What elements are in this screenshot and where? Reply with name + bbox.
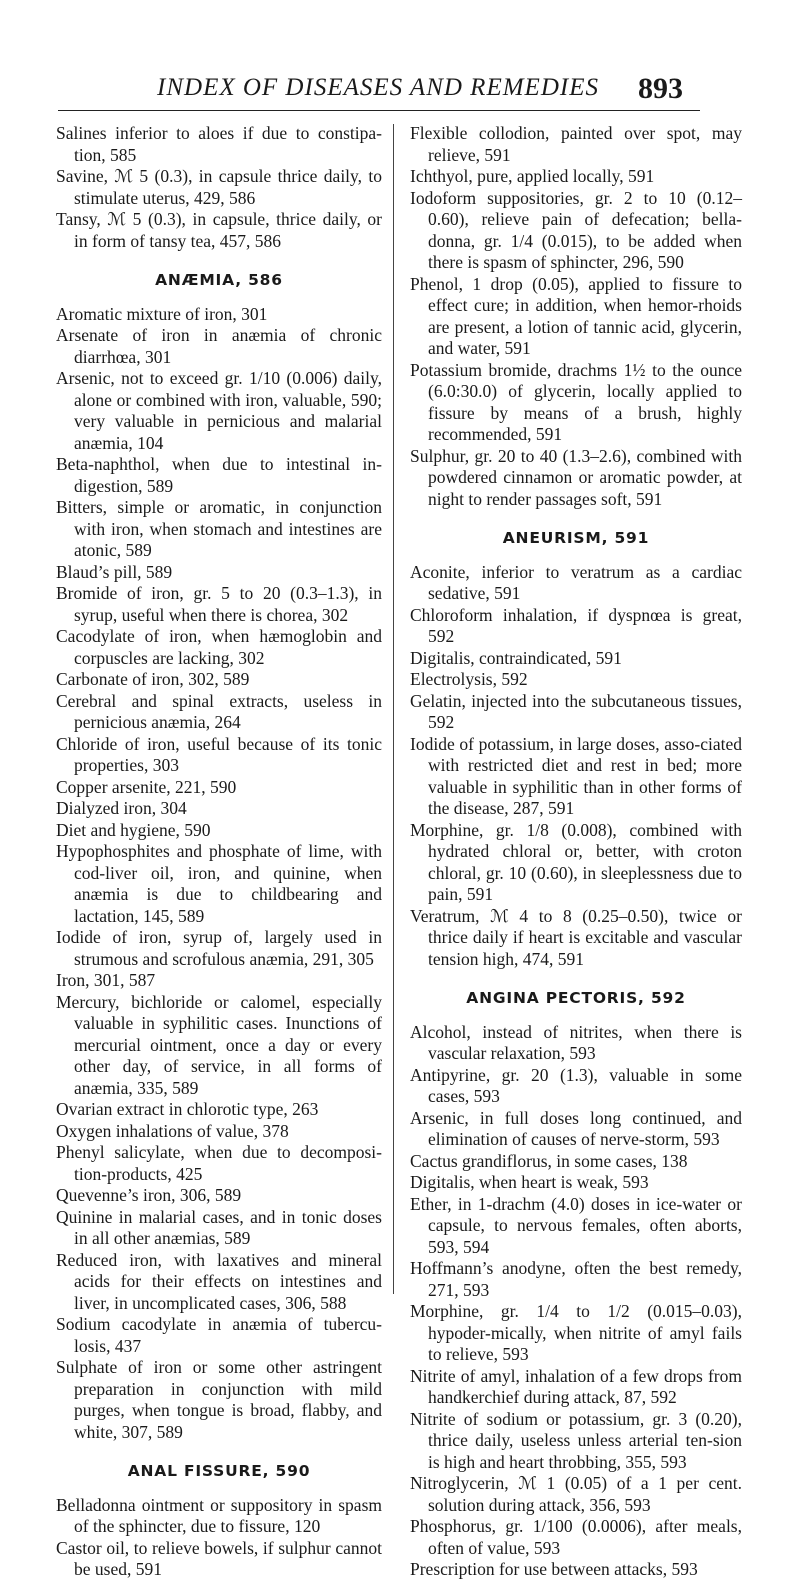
index-entry: Arsenate of iron in anæmia of chronic diarrhœa, 301 — [56, 325, 382, 367]
left-column — [56, 123, 382, 1581]
index-entry: Blaud’s pill, 589 — [56, 561, 173, 582]
index-entry: Savine, ℳ 5 (0.3), in capsule thrice daily, to stimulate uterus, 429, 586 — [56, 166, 382, 208]
index-entry: Digitalis, contraindicated, 591 — [410, 647, 622, 668]
index-entry: Oxygen inhalations of value, 378 — [56, 1120, 289, 1141]
index-entry: Tansy, ℳ 5 (0.3), in capsule, thrice daily, or in form of tansy tea, 457, 586 — [56, 209, 382, 251]
index-entry: Bromide of iron, gr. 5 to 20 (0.3–1.3), in syrup, useful when there is chorea, 302 — [56, 583, 382, 625]
index-entry: Flexible collodion, painted over spot, may relieve, 591 — [410, 123, 742, 165]
index-entry: Chloroform inhalation, if dyspnœa is great, 592 — [410, 604, 742, 646]
index-entry: Iodoform suppositories, gr. 2 to 10 (0.12–0.60), relieve pain of defecation; bella-donna, gr. 1/4 (0.015), to be added when there is spasm of sphincter, 296, 590 — [410, 187, 742, 272]
index-entry: Phosphorus, gr. 1/100 (0.0006), after meals, often of value, 593 — [410, 1516, 742, 1558]
page-header — [0, 0, 800, 120]
index-entry: Nitroglycerin, ℳ 1 (0.05) of a 1 per cent. solution during attack, 356, 593 — [410, 1473, 742, 1515]
index-entry: Aromatic mixture of iron, 301 — [56, 303, 268, 324]
index-entry: Sodium cacodylate in anæmia of tubercu-losis, 437 — [56, 1314, 382, 1356]
index-entry: Arsenic, in full doses long continued, and elimination of causes of nerve-storm, 593 — [410, 1107, 742, 1149]
header-rule — [58, 110, 700, 111]
page-number: 893 — [638, 72, 683, 105]
index-entry: Phenyl salicylate, when due to decomposi-tion-products, 425 — [56, 1142, 382, 1184]
index-entry: Potassium bromide, drachms 1½ to the ounce (6.0:30.0) of glycerin, locally applied to fissure by means of a brush, highly recommended, 591 — [410, 359, 742, 444]
index-entry: Aconite, inferior to veratrum as a cardiac sedative, 591 — [410, 561, 742, 603]
index-entry: Hoffmann’s anodyne, often the best remedy, 271, 593 — [410, 1258, 742, 1300]
index-entry: Copper arsenite, 221, 590 — [56, 776, 237, 797]
index-entry: Iron, 301, 587 — [56, 970, 156, 990]
index-entry: Iodide of potassium, in large doses, asso-ciated with restricted diet and rest in bed; more valuable in syphilitic than in other forms of the disease, 287, 591 — [410, 733, 742, 818]
index-entry: Sulphate of iron or some other astringent preparation in conjunction with mild purges, when tongue is broad, flabby, and white, 307, 589 — [56, 1357, 382, 1442]
section-heading-angina-pectoris: ANGINA PECTORIS, 592 — [466, 989, 686, 1007]
index-entry: Quevenne’s iron, 306, 589 — [56, 1185, 242, 1205]
index-entry: Carbonate of iron, 302, 589 — [56, 669, 250, 689]
section-heading-anal-fissure: ANAL FISSURE, 590 — [127, 1462, 311, 1480]
index-entry: Hypophosphites and phosphate of lime, with cod-liver oil, iron, and quinine, when anæmia is due to childbearing and lactation, 145, 589 — [56, 841, 382, 926]
index-entry: Alcohol, instead of nitrites, when there is vascular relaxation, 593 — [410, 1021, 742, 1063]
index-entry: Bitters, simple or aromatic, in conjunction with iron, when stomach and intestines are atonic, 589 — [56, 497, 382, 560]
index-entry: Gelatin, injected into the subcutaneous tissues, 592 — [410, 690, 742, 732]
index-entry: Digitalis, when heart is weak, 593 — [410, 1172, 649, 1192]
index-entry: Cactus grandiflorus, in some cases, 138 — [410, 1150, 688, 1171]
index-entry: Iodide of iron, syrup of, largely used in strumous and scrofulous anæmia, 291, 305 — [56, 927, 382, 969]
section-heading-aneurism: ANEURISM, 591 — [502, 529, 650, 547]
index-entry: Ovarian extract in chlorotic type, 263 — [56, 1099, 319, 1119]
section-heading-anaemia: ANÆMIA, 586 — [155, 271, 283, 289]
index-entry: Cerebral and spinal extracts, useless in pernicious anæmia, 264 — [56, 690, 382, 732]
running-title: INDEX OF DISEASES AND REMEDIES — [157, 74, 599, 101]
index-entry: Nitrite of sodium or potassium, gr. 3 (0.20), thrice daily, useless unless arterial ten-sion is high and heart throbbing, 355, 593 — [410, 1408, 742, 1472]
index-entry: Morphine, gr. 1/4 to 1/2 (0.015–0.03), hypoder-mically, when nitrite of amyl fails to relieve, 593 — [410, 1301, 742, 1364]
index-entry: Ether, in 1-drachm (4.0) doses in ice-water or capsule, to nervous females, often aborts, 593, 594 — [410, 1193, 742, 1257]
index-entry: Veratrum, ℳ 4 to 8 (0.25–0.50), twice or thrice daily if heart is excitable and vascular tension high, 474, 591 — [410, 905, 742, 969]
index-entry: Diet and hygiene, 590 — [56, 819, 211, 840]
index-entry: Prescription for use between attacks, 593 — [410, 1559, 698, 1579]
index-entry: Electrolysis, 592 — [410, 669, 528, 689]
index-entry: Morphine, gr. 1/8 (0.008), combined with hydrated chloral or, better, with croton chloral, gr. 10 (0.60), in sleeplessness due to pain, 591 — [410, 819, 742, 904]
index-entry: Belladonna ointment or suppository in spasm of the sphincter, due to fissure, 120 — [56, 1494, 382, 1536]
index-entry: Sulphur, gr. 20 to 40 (1.3–2.6), combined with powdered cinnamon or aromatic powder, at night to render passages soft, 591 — [410, 445, 742, 509]
index-entry: Cacodylate of iron, when hæmoglobin and corpuscles are lacking, 302 — [56, 626, 382, 668]
index-entry: Arsenic, not to exceed gr. 1/10 (0.006) daily, alone or combined with iron, valuable, 590; very valuable in pernicious and malarial anæmia, 104 — [56, 368, 382, 453]
index-entry: Quinine in malarial cases, and in tonic doses in all other anæmias, 589 — [56, 1206, 382, 1248]
index-entry: Salines inferior to aloes if due to constipa-tion, 585 — [56, 123, 382, 165]
index-entry: Reduced iron, with laxatives and mineral acids for their effects on intestines and liver, in uncomplicated cases, 306, 588 — [56, 1249, 382, 1313]
index-entry: Ichthyol, pure, applied locally, 591 — [410, 166, 655, 186]
right-column — [410, 123, 742, 1581]
index-entry: Mercury, bichloride or calomel, especially valuable in syphilitic cases. Inunctions of mercurial ointment, once a day or every other day, of service, in all forms of anæmia, 335, 589 — [56, 991, 382, 1098]
index-entry: Phenol, 1 drop (0.05), applied to fissure to effect cure; in addition, when hemor-rhoids are present, a lotion of tannic acid, glycerin, and water, 591 — [410, 273, 742, 358]
index-entry: Antipyrine, gr. 20 (1.3), valuable in some cases, 593 — [410, 1064, 742, 1106]
index-entry: Nitrite of amyl, inhalation of a few drops from handkerchief during attack, 87, 592 — [410, 1365, 742, 1407]
column-divider — [393, 124, 394, 1294]
index-entry: Chloride of iron, useful because of its tonic properties, 303 — [56, 733, 382, 775]
index-entry: Castor oil, to relieve bowels, if sulphur cannot be used, 591 — [56, 1537, 382, 1579]
index-entry: Beta-naphthol, when due to intestinal in-digestion, 589 — [56, 454, 382, 496]
index-entry: Dialyzed iron, 304 — [56, 798, 187, 818]
